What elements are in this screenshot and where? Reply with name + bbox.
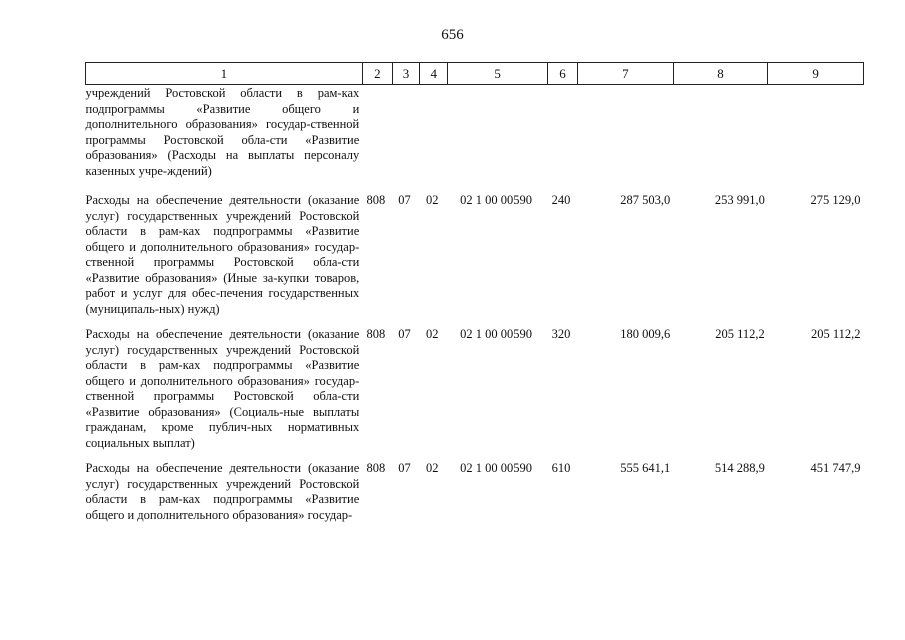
table-row [86,327,864,461]
column-header: 1 [86,63,363,85]
row-expense-type [547,85,577,194]
row-amount-col7 [578,85,674,194]
row-section-code [392,85,419,194]
row-amount-col7: 287 503,0 [620,193,671,207]
row-amount-col9: 205 112,2 [810,327,861,341]
row-amount-col9: 451 747,9 [810,461,861,475]
row-amount-col8: 253 991,0 [714,193,765,207]
row-description: Расходы на обеспечение деятельности (оказание услуг) государственных учреждений Ростовской области в рам-ках подпрограммы «Развитие общего и дополнительного образования» государ-ственной программы Ростовской обла-сти «Развитие образования» (Социаль-ные выплаты гражданам, кроме публич-ных нормативных социальных выплат) [85,327,360,450]
row-target-article [448,85,548,194]
row-amount-col8: 205 112,2 [715,327,765,341]
row-subsection-code: 02 [425,193,439,207]
column-header: 4 [420,63,448,85]
row-amount-col8: 514 288,9 [714,461,765,475]
column-header: 9 [768,63,864,85]
row-expense-type: 610 [551,461,571,475]
column-header: 3 [392,63,419,85]
row-expense-type: 320 [551,327,571,341]
row-description: учреждений Ростовской области в рам-ках подпрограммы «Развитие общего и дополнительного образования» государ-ственной программы Ростовской обла-сти «Развитие образования» (Расходы на выплаты персоналу казенных учре-ждений) [85,86,360,178]
budget-table [85,62,864,533]
row-amount-col8 [673,85,768,194]
column-header: 7 [578,63,674,85]
row-description: Расходы на обеспечение деятельности (оказание услуг) государственных учреждений Ростовской области в рам-ках подпрограммы «Развитие общего и дополнительного образования» государ- [85,461,360,522]
column-header: 6 [547,63,577,85]
row-ministry-code: 808 [366,193,386,207]
row-amount-col9: 275 129,0 [810,193,861,207]
row-description: Расходы на обеспечение деятельности (оказание услуг) государственных учреждений Ростовской области в рам-ках подпрограммы «Развитие общего и дополнительного образования» государ-ственной программы Ростовской обла-сти «Развитие образования» (Иные за-купки товаров, работ и услуг для обес-печения государственных (муниципаль-ных) нужд) [85,193,360,316]
column-header: 8 [673,63,768,85]
row-section-code: 07 [398,461,411,475]
column-header: 2 [362,63,392,85]
row-ministry-code [362,85,392,194]
row-amount-col9 [768,85,864,194]
page-number: 656 [441,27,464,43]
table-row [86,461,864,533]
row-subsection-code: 02 [425,327,439,341]
row-amount-col7: 180 009,6 [620,327,671,341]
row-expense-type: 240 [551,193,571,207]
row-section-code: 07 [398,327,411,341]
row-target-article: 02 1 00 00590 [460,461,533,475]
row-target-article: 02 1 00 00590 [460,193,533,207]
row-amount-col7: 555 641,1 [620,461,671,475]
table-row [86,193,864,327]
row-ministry-code: 808 [366,461,386,475]
table-row [86,85,864,194]
row-subsection-code: 02 [425,461,439,475]
row-section-code: 07 [398,193,411,207]
row-ministry-code: 808 [366,327,386,341]
row-subsection-code [420,85,448,194]
column-header: 5 [448,63,548,85]
row-target-article: 02 1 00 00590 [460,327,533,341]
header-row [86,63,864,85]
